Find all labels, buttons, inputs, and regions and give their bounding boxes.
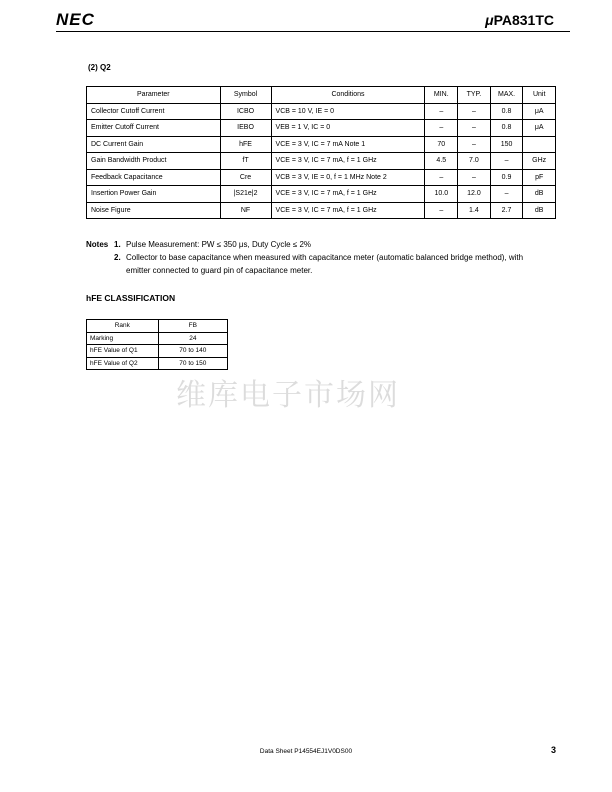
table-row [87, 345, 228, 358]
header-unit: Unit [523, 87, 556, 104]
cell-parameter: Collector Cutoff Current [87, 103, 221, 120]
cell-conditions: VCB = 3 V, IE = 0, f = 1 MHz Note 2 [271, 169, 425, 186]
cell-parameter: DC Current Gain [87, 136, 221, 153]
header-min: MIN. [425, 87, 458, 104]
header-rank: Rank [87, 320, 159, 333]
header-parameter: Parameter [87, 87, 221, 104]
cell-symbol: |S21e|2 [220, 186, 271, 203]
cell-symbol: NF [220, 202, 271, 219]
note-text: Collector to base capacitance when measured with capacitance meter (automatic balanced bridge method), with emitter connected to guard pin of capacitance meter. [126, 253, 524, 275]
cell-typ: 7.0 [458, 153, 491, 170]
rank-table-header [87, 320, 228, 333]
cell-symbol: IEBO [220, 120, 271, 137]
part-number [485, 12, 554, 28]
cell-unit: μA [523, 120, 556, 137]
nec-logo: NEC [56, 10, 95, 29]
note-number: 2. [114, 253, 121, 262]
table-row [87, 186, 556, 203]
table-row [87, 169, 556, 186]
part-number-rest: PA831TC [493, 12, 554, 28]
cell-unit: GHz [523, 153, 556, 170]
table-row [87, 357, 228, 370]
spec-table-header [87, 87, 556, 104]
notes-label: Notes [86, 240, 109, 249]
header-symbol: Symbol [220, 87, 271, 104]
header-typ: TYP. [458, 87, 491, 104]
cell-min: 4.5 [425, 153, 458, 170]
cell-symbol: hFE [220, 136, 271, 153]
cell-min: – [425, 103, 458, 120]
cell-conditions: VCE = 3 V, IC = 7 mA, f = 1 GHz [271, 153, 425, 170]
cell-typ: – [458, 120, 491, 137]
cell-max: 150 [490, 136, 523, 153]
table-row [87, 103, 556, 120]
cell-unit [523, 136, 556, 153]
cell-max: 0.8 [490, 103, 523, 120]
cell-conditions: VCB = 10 V, IE = 0 [271, 103, 425, 120]
cell-symbol: Cre [220, 169, 271, 186]
cell-parameter: Gain Bandwidth Product [87, 153, 221, 170]
note-1 [86, 238, 526, 251]
cell-min: – [425, 169, 458, 186]
table-row [87, 136, 556, 153]
cell-typ: 12.0 [458, 186, 491, 203]
table-row [87, 332, 228, 345]
watermark-text: 维库电子市场网 [176, 378, 400, 413]
cell-typ: – [458, 169, 491, 186]
cell-value: 24 [158, 332, 227, 345]
note-number: 1. [114, 240, 121, 249]
header-conditions: Conditions [271, 87, 425, 104]
part-number-mu: μ [485, 12, 494, 28]
notes-block [86, 238, 526, 277]
cell-unit: dB [523, 202, 556, 219]
cell-label: hFE Value of Q2 [87, 357, 159, 370]
cell-max: – [490, 153, 523, 170]
cell-label: Marking [87, 332, 159, 345]
header-fb: FB [158, 320, 227, 333]
section-title: (2) Q2 [88, 63, 111, 72]
cell-min: 70 [425, 136, 458, 153]
hfe-classification-title: hFE CLASSIFICATION [86, 293, 176, 303]
cell-symbol: fT [220, 153, 271, 170]
header-rule [56, 31, 570, 32]
cell-max: 0.9 [490, 169, 523, 186]
header-max: MAX. [490, 87, 523, 104]
table-row [87, 120, 556, 137]
cell-value: 70 to 150 [158, 357, 227, 370]
cell-parameter: Emitter Cutoff Current [87, 120, 221, 137]
cell-unit: pF [523, 169, 556, 186]
cell-unit: μA [523, 103, 556, 120]
cell-conditions: VCE = 3 V, IC = 7 mA, f = 1 GHz [271, 202, 425, 219]
cell-max: 2.7 [490, 202, 523, 219]
cell-conditions: VCE = 3 V, IC = 7 mA, f = 1 GHz [271, 186, 425, 203]
cell-typ: 1.4 [458, 202, 491, 219]
cell-conditions: VCE = 3 V, IC = 7 mA Note 1 [271, 136, 425, 153]
note-2 [86, 251, 526, 277]
hfe-classification-table [86, 319, 228, 370]
cell-unit: dB [523, 186, 556, 203]
table-row [87, 153, 556, 170]
cell-value: 70 to 140 [158, 345, 227, 358]
note-text: Pulse Measurement: PW ≤ 350 μs, Duty Cycle ≤ 2% [126, 240, 312, 249]
page-number: 3 [550, 745, 556, 755]
footer-doc-id: Data Sheet P14554EJ1V0DS00 [259, 748, 353, 755]
cell-conditions: VEB = 1 V, IC = 0 [271, 120, 425, 137]
cell-parameter: Insertion Power Gain [87, 186, 221, 203]
cell-min: – [425, 120, 458, 137]
cell-min: 10.0 [425, 186, 458, 203]
table-row [87, 202, 556, 219]
cell-typ: – [458, 103, 491, 120]
cell-max: 0.8 [490, 120, 523, 137]
cell-typ: – [458, 136, 491, 153]
cell-parameter: Feedback Capacitance [87, 169, 221, 186]
cell-symbol: ICBO [220, 103, 271, 120]
cell-label: hFE Value of Q1 [87, 345, 159, 358]
cell-parameter: Noise Figure [87, 202, 221, 219]
cell-min: – [425, 202, 458, 219]
spec-table [86, 86, 556, 219]
cell-max: – [490, 186, 523, 203]
